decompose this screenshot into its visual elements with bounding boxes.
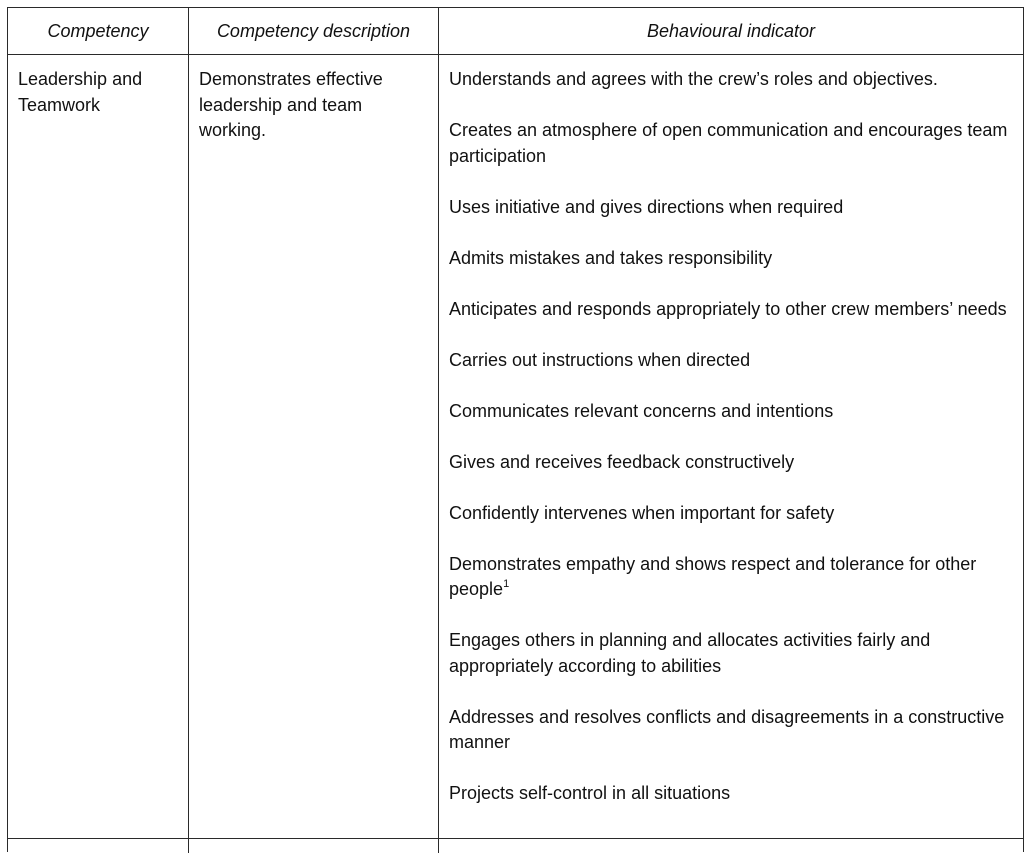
indicator-item: Confidently intervenes when important for safety [449,502,835,523]
indicator-item: Carries out instructions when directed [449,349,751,370]
indicator-item: Addresses and resolves conflicts and disagreements in a constructive manner [449,706,1005,752]
competency-table [7,7,1024,852]
behavioural-indicator-cell [439,55,1023,838]
footnote-marker: 1 [503,578,510,590]
next-row-cell-1 [8,839,189,853]
table-row [8,55,1023,839]
indicator-item: Gives and receives feedback constructively [449,451,795,472]
next-row-cell-3 [439,839,1023,853]
competency-cell: Leadership and Teamwork [8,55,189,838]
header-behavioural-indicator: Behavioural indicator [646,20,816,41]
indicator-item: Creates an atmosphere of open communication and encourages team participation [449,120,1008,166]
indicator-item: Engages others in planning and allocates activities fairly and appropriately according to abilities [449,630,931,676]
indicator-item: Understands and agrees with the crew’s roles and objectives. [449,69,938,89]
indicator-item: Projects self-control in all situations [449,783,731,803]
next-row-cell-2 [189,839,439,853]
header-competency-description: Competency description [189,8,439,54]
indicator-item: Anticipates and responds appropriately to other crew members’ needs [449,298,1007,319]
indicator-item-with-footnote [449,552,1013,603]
indicator-item: Communicates relevant concerns and intentions [449,400,834,421]
indicator-text: Demonstrates empathy and shows respect and tolerance for other people [449,553,977,599]
table-header-row [8,8,1023,55]
next-table-row [8,839,1023,853]
indicator-item: Uses initiative and gives directions when required [449,196,844,217]
header-competency: Competency [8,8,189,54]
competency-description-cell: Demonstrates effective leadership and team working. [189,55,439,838]
indicator-item: Admits mistakes and takes responsibility [449,247,773,268]
